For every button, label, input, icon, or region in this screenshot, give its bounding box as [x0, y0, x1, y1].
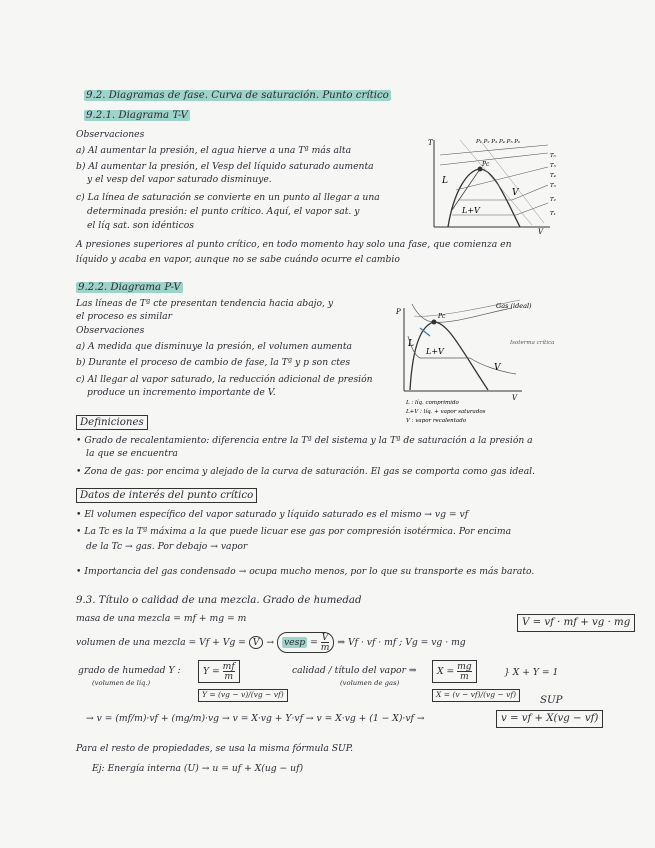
y-num: mf — [222, 661, 235, 672]
tv-label-lv: L+V — [462, 206, 480, 215]
tv-label-t: T — [428, 139, 433, 147]
pv-legend-1: L : líq. comprimido — [406, 400, 459, 406]
x-fraction — [457, 662, 472, 681]
grado-humedad-sub: (volumen de líq.) — [92, 679, 151, 687]
section-9-3-title: 9.3. Título o calidad de una mezcla. Grado de humedad — [76, 595, 362, 606]
grado-humedad-label: grado de humedad Y : — [78, 665, 181, 676]
x-den: m — [460, 671, 469, 683]
paragraph-critical-1: A presiones superiores al punto crítico, en todo momento hay solo una fase, que comienza en — [76, 239, 512, 250]
obs-b-1: b) Al aumentar la presión, el Vesp del líquido saturado aumenta — [76, 161, 374, 172]
tv-t4: T₄ — [550, 173, 556, 179]
dato-importancia: • Importancia del gas condensado → ocupa mucho menos, por lo que su transporte es más barato. — [76, 566, 535, 577]
definiciones-title: Definiciones — [76, 417, 148, 429]
obs-a: a) Al aumentar la presión, el agua hierve a una Tª más alta — [76, 145, 352, 156]
calidad-sub: (volumen de gas) — [340, 679, 400, 687]
def-recalentamiento-1: • Grado de recalentamiento: diferencia entre la Tª del sistema y la Tª de saturación a la presión a — [76, 435, 533, 446]
vesp-oval: vesp = $\frac{V}{m}$ — [277, 632, 335, 653]
tv-label-l: L — [442, 176, 448, 186]
dato-volumen: • El volumen específico del vapor saturado y líquido saturado es el mismo → vg = vf — [76, 509, 469, 520]
def-recalentamiento-2: la que se encuentra — [86, 448, 178, 459]
pv-intro-1: Las líneas de Tª cte presentan tendencia hacia abajo, y — [76, 298, 334, 309]
subsection-9-2-2-title: 9.2.2. Diagrama P-V — [78, 282, 181, 293]
subsection-9-2-1-title: 9.2.1. Diagrama T-V — [86, 110, 188, 121]
pv-obs-c-1: c) Al llegar al vapor saturado, la reducción adicional de presión — [76, 374, 373, 385]
resto-propiedades: Para el resto de propiedades, se usa la misma fórmula SUP. — [76, 743, 354, 754]
tv-isobar-3 — [440, 153, 548, 165]
pv-label-p: P — [396, 308, 401, 316]
datos-title: Datos de interés del punto crítico — [76, 490, 257, 502]
tv-t6: T₆ — [550, 153, 556, 159]
y-fraction — [223, 662, 235, 681]
pv-gas-label: Gas (ideal) — [496, 302, 532, 310]
dato-tc-1: • La Tc es la Tª máxima a la que puede licuar ese gas por compresión isotérmica. Por encima — [76, 526, 512, 537]
pv-label-v: V — [494, 363, 501, 373]
observaciones-1: Observaciones — [76, 129, 145, 140]
pv-label-v-axis: V — [512, 394, 518, 402]
pv-legend-3: V : vapor recalentado — [406, 418, 467, 424]
arrow-1: → — [266, 637, 275, 649]
tv-label-v-axis: V — [538, 228, 544, 235]
tv-t2: T₂ — [550, 197, 556, 203]
pv-obs-b: b) Durante el proceso de cambio de fase, la Tª y p son ctes — [76, 357, 351, 368]
volumen-mezcla-text: volumen de una mezcla = Vf + Vg = — [76, 637, 246, 649]
pv-critical-point — [432, 320, 437, 325]
def-zona-gas: • Zona de gas: por encima y alejado de la curva de saturación. El gas se comporta como gas ideal. — [76, 466, 536, 477]
x-plus-y: } X + Y = 1 — [504, 667, 559, 678]
paragraph-critical-2: líquido y acaba en vapor, aunque no se sabe cuándo ocurre el cambio — [76, 254, 400, 265]
y-den: m — [224, 671, 234, 683]
vesp-fraction — [321, 633, 330, 652]
pv-isoterma-label: Isoterma crítica — [510, 340, 555, 346]
tv-isobar-2 — [440, 145, 548, 155]
pv-obs-c-2: produce un incremento importante de V. — [87, 387, 276, 398]
pv-saturation-dome — [410, 322, 488, 390]
vesp-den: m — [320, 642, 330, 654]
volumen-circled: V — [249, 636, 264, 649]
vesp-num: V — [321, 632, 329, 643]
vf-vg-relations: ⇒ Vf · vf · mf ; Vg = vg · mg — [337, 637, 466, 649]
pv-obs-a: a) A medida que disminuye la presión, el volumen aumenta — [76, 341, 352, 352]
pv-label-pc: Pc — [438, 313, 446, 320]
y-formula-box: Y = $\frac{mf}{m}$ — [198, 660, 240, 683]
tv-diagram — [420, 135, 560, 235]
tv-label-v: V — [512, 188, 519, 198]
observaciones-2: Observaciones — [76, 325, 145, 336]
obs-c-3: el líq sat. son idénticos — [87, 220, 194, 231]
tv-label-pc: Pc — [482, 161, 490, 168]
tv-t3: T₃ — [550, 183, 556, 189]
volumen-mezcla-row — [76, 632, 466, 653]
sup-label: SUP — [540, 695, 563, 706]
section-9-2-title: 9.2. Diagramas de fase. Curva de saturación. Punto crítico — [86, 90, 389, 101]
x-formula-box: X = $\frac{mg}{m}$ — [432, 660, 477, 683]
dato-tc-2: de la Tc → gas. Por debajo → vapor — [86, 541, 248, 552]
masa-mezcla: masa de una mezcla = mf + mg = m — [76, 613, 247, 624]
vesp-label: vesp — [283, 637, 306, 649]
ejemplo-energia: Ej: Energía interna (U) → u = uf + X(ug − uf) — [92, 763, 304, 774]
final-formula-box: v = vf + X(vg − vf) — [496, 710, 603, 728]
pv-label-l: L — [408, 339, 414, 349]
pv-legend-2: L+V : líq. + vapor saturados — [406, 409, 486, 415]
tv-pressure-labels: P₁ P₂ P₃ P₄ P₅ P₆ — [476, 139, 521, 145]
tv-t1: T₁ — [550, 211, 556, 217]
calidad-label: calidad / título del vapor ⇒ — [292, 665, 417, 676]
x-num: mg — [457, 661, 472, 672]
pv-label-lv: L+V — [426, 347, 444, 356]
volume-total-box: V = vf · mf + vg · mg — [517, 614, 635, 632]
x-formula-2: X = (v − vf)/(vg − vf) — [432, 689, 520, 702]
tv-isobar-8 — [516, 203, 548, 215]
obs-c-2: determinada presión: el punto crítico. Aquí, el vapor sat. y — [87, 206, 360, 217]
pv-intro-2: el proceso es similar — [76, 311, 173, 322]
tv-isobar-1 — [452, 169, 480, 210]
tv-isobar-4 — [456, 167, 548, 190]
tv-t5: T₅ — [550, 163, 556, 169]
y-formula-2: Y = (vg − v)/(vg − vf) — [198, 689, 288, 702]
obs-b-2: y el vesp del vapor saturado disminuye. — [87, 174, 272, 185]
derivation-line: → v = (mf/m)·vf + (mg/m)·vg → v = X·vg + Y·vf → v = X·vg + (1 − X)·vf → — [86, 713, 425, 724]
pv-diagram — [392, 296, 582, 428]
obs-c-1: c) La línea de saturación se convierte en un punto al llegar a una — [76, 192, 380, 203]
